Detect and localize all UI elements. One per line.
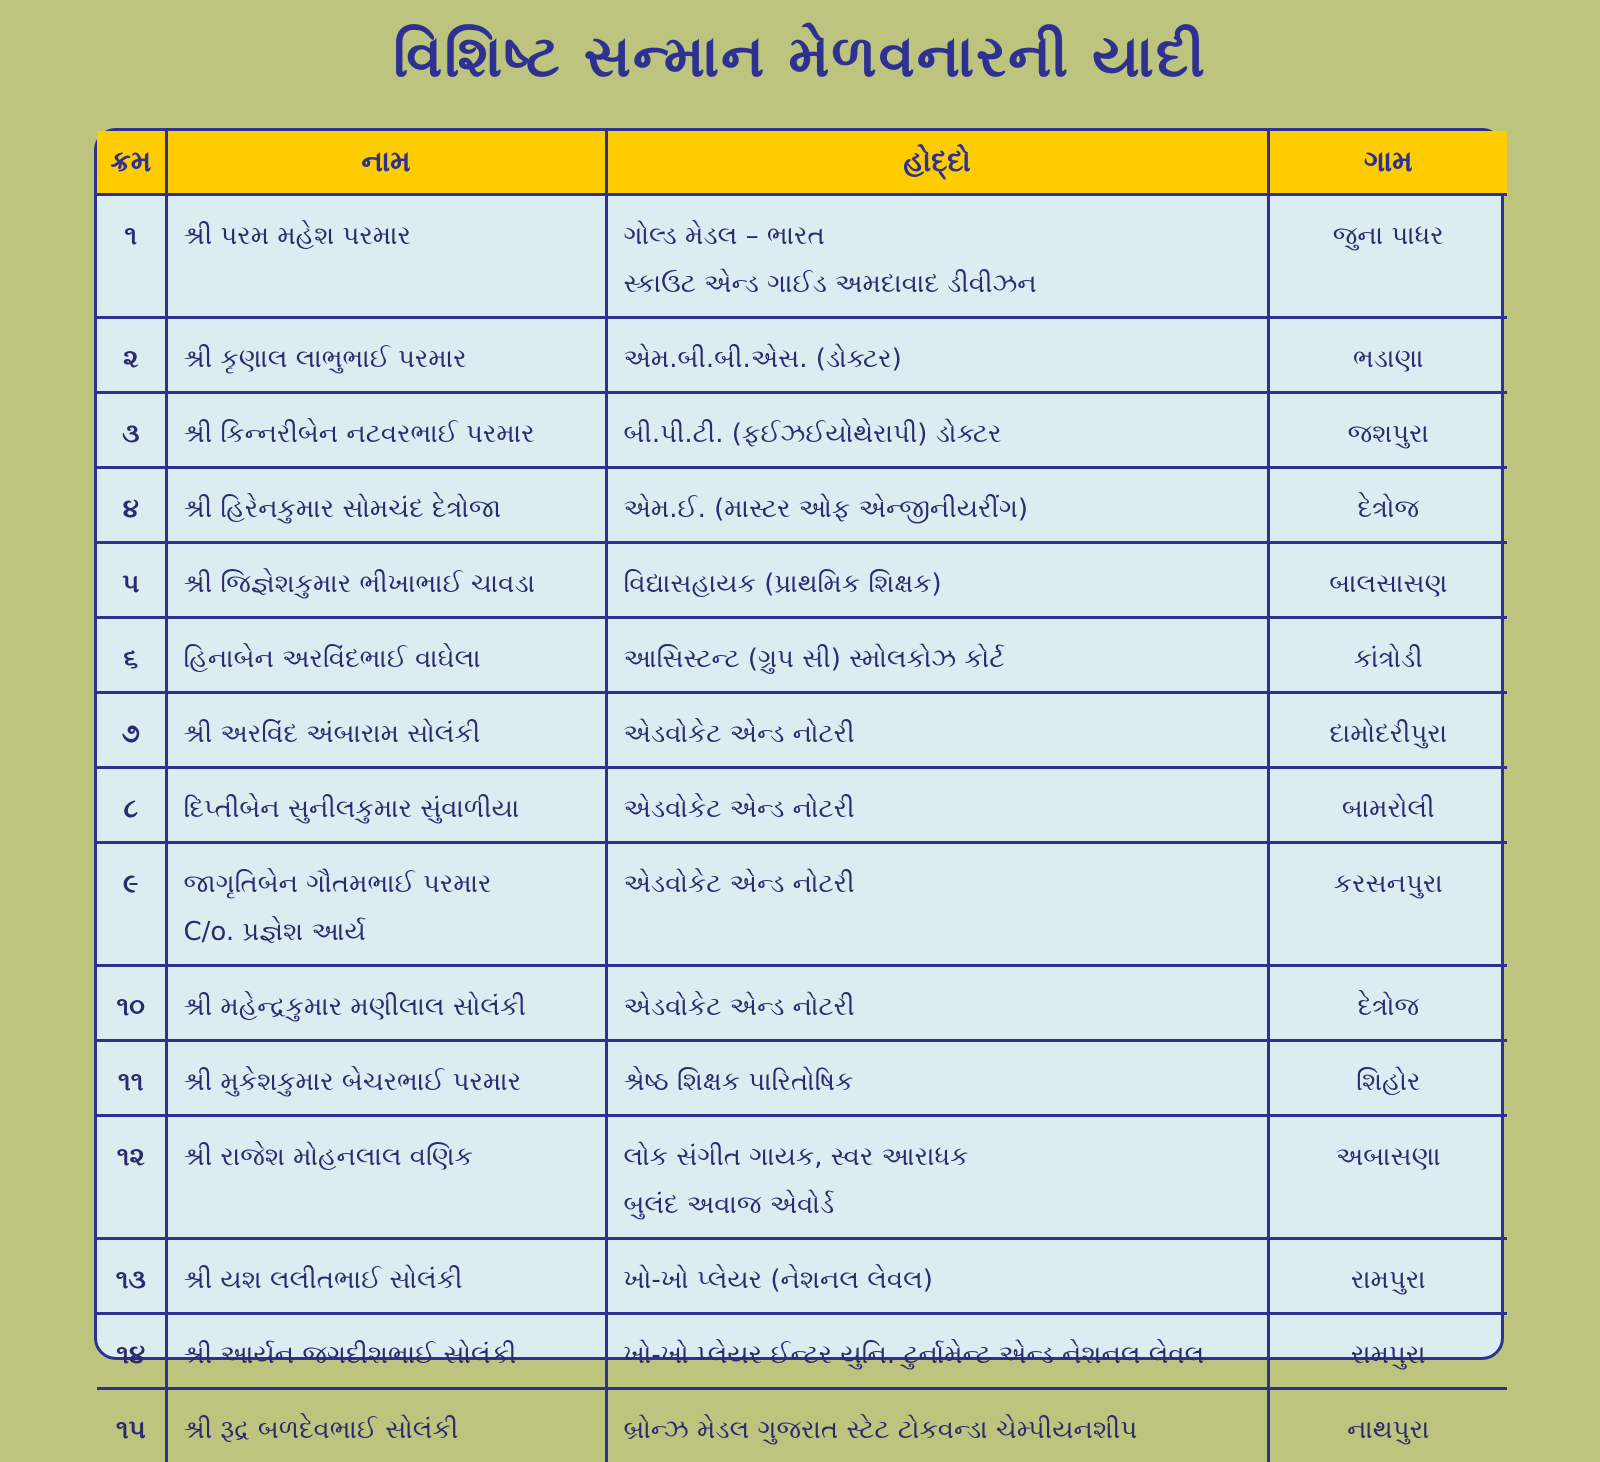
village-cell: રામપુરા: [1268, 1238, 1507, 1313]
serial-number: ૯: [97, 842, 166, 965]
name-cell: [166, 1040, 606, 1115]
village-cell: જશપુરા: [1268, 392, 1507, 467]
post-cell: [606, 392, 1268, 467]
name-line: શ્રી રૂદ્ર બળદેવભાઈ સોલંકી: [183, 1414, 459, 1445]
header-serial: ક્રમ: [97, 131, 166, 194]
post-line: એડવોકેટ એન્ડ નોટરી: [623, 718, 855, 749]
name-cell: [166, 617, 606, 692]
name-cell: [166, 317, 606, 392]
post-cell: [606, 1313, 1268, 1388]
table-row: [97, 617, 1507, 692]
table-row: [97, 692, 1507, 767]
serial-number: ૧૧: [97, 1040, 166, 1115]
post-cell: [606, 194, 1268, 317]
post-cell: [606, 1040, 1268, 1115]
village-cell: બાલસાસણ: [1268, 542, 1507, 617]
name-cell: [166, 194, 606, 317]
name-line: શ્રી યશ લલીતભાઈ સોલંકી: [183, 1264, 463, 1295]
serial-number: ૭: [97, 692, 166, 767]
name-cell: [166, 1313, 606, 1388]
name-line: શ્રી મુકેશકુમાર બેચરભાઈ પરમાર: [183, 1066, 522, 1097]
serial-number: ૫: [97, 542, 166, 617]
post-line: બી.પી.ટી. (ફઈઝઈયોથેરાપી) ડોક્ટર: [623, 418, 1002, 449]
name-cell: [166, 767, 606, 842]
name-cell: [166, 1115, 606, 1238]
post-line: એડવોકેટ એન્ડ નોટરી: [623, 991, 855, 1022]
table-row: [97, 842, 1507, 965]
post-cell: [606, 467, 1268, 542]
header-village: ગામ: [1268, 131, 1507, 194]
post-line: એમ.ઈ. (માસ્ટર ઓફ એન્જીનીયરીંગ): [623, 493, 1029, 524]
name-line: શ્રી કૃણાલ લાભુભાઈ પરમાર: [183, 343, 467, 374]
serial-number: ૪: [97, 467, 166, 542]
serial-number: ૮: [97, 767, 166, 842]
name-line: શ્રી અરવિંદ અંબારામ સોલંકી: [183, 718, 481, 749]
post-cell: [606, 542, 1268, 617]
name-line: શ્રી મહેન્દ્રકુમાર મણીલાલ સોલંકી: [183, 991, 526, 1022]
village-cell: કાંત્રોડી: [1268, 617, 1507, 692]
name-line: શ્રી પરમ મહેશ પરમાર: [183, 220, 411, 251]
serial-number: ૧૨: [97, 1115, 166, 1238]
post-line: સ્કાઉટ એન્ડ ગાઈડ અમદાવાદ ડીવીઝન: [623, 268, 1037, 299]
table-row: [97, 317, 1507, 392]
post-cell: [606, 1238, 1268, 1313]
post-line: એમ.બી.બી.એસ. (ડોક્ટર): [623, 343, 902, 374]
serial-number: ૧૪: [97, 1313, 166, 1388]
post-cell: [606, 317, 1268, 392]
header-name: નામ: [166, 131, 606, 194]
name-cell: [166, 467, 606, 542]
table-row: [97, 194, 1507, 317]
village-cell: ભડાણા: [1268, 317, 1507, 392]
post-line: ખો-ખો પ્લેયર ઈન્ટર યુનિ. ટુર્નામેન્ટ એન્ડ નેશનલ લેવલ: [623, 1339, 1205, 1370]
village-cell: અબાસણા: [1268, 1115, 1507, 1238]
table-row: [97, 1238, 1507, 1313]
name-line: શ્રી જિજ્ઞેશકુમાર ભીખાભાઈ ચાવડા: [183, 568, 535, 599]
post-cell: [606, 617, 1268, 692]
village-cell: શિહોર: [1268, 1040, 1507, 1115]
table-body: [97, 194, 1507, 1462]
post-line: એડવોકેટ એન્ડ નોટરી: [623, 868, 855, 899]
name-line: શ્રી હિરેનકુમાર સોમચંદ દેત્રોજા: [183, 493, 502, 524]
table-row: [97, 965, 1507, 1040]
serial-number: ૧૫: [97, 1388, 166, 1462]
name-cell: [166, 1388, 606, 1462]
table-row: [97, 1313, 1507, 1388]
name-line: દિપ્તીબેન સુનીલકુમાર સુંવાળીયા: [183, 793, 520, 824]
honorees-table: [94, 128, 1504, 1445]
post-line: ખો-ખો પ્લેયર (નેશનલ લેવલ): [623, 1264, 933, 1295]
table-row: [97, 392, 1507, 467]
serial-number: ૧૩: [97, 1238, 166, 1313]
serial-number: ૬: [97, 617, 166, 692]
village-cell: દેત્રોજ: [1268, 965, 1507, 1040]
name-cell: [166, 542, 606, 617]
serial-number: ૨: [97, 317, 166, 392]
village-cell: જુના પાધર: [1268, 194, 1507, 317]
name-cell: [166, 392, 606, 467]
post-line: બુલંદ અવાજ એવોર્ડ: [623, 1189, 835, 1220]
post-cell: [606, 692, 1268, 767]
post-cell: [606, 842, 1268, 965]
table-row: [97, 767, 1507, 842]
post-cell: [606, 965, 1268, 1040]
village-cell: બામરોલી: [1268, 767, 1507, 842]
name-cell: [166, 965, 606, 1040]
name-line: શ્રી કિન્નરીબેન નટવરભાઈ પરમાર: [183, 418, 535, 449]
table-row: [97, 1115, 1507, 1238]
post-line: લોક સંગીત ગાયક, સ્વર આરાધક: [623, 1141, 969, 1172]
name-cell: [166, 1238, 606, 1313]
village-cell: દામોદરીપુરા: [1268, 692, 1507, 767]
post-line: વિદ્યાસહાયક (પ્રાથમિક શિક્ષક): [623, 568, 942, 599]
name-cell: [166, 842, 606, 965]
post-line: ગોલ્ડ મેડલ – ભારત: [623, 220, 825, 251]
serial-number: ૧૦: [97, 965, 166, 1040]
post-line: આસિસ્ટન્ટ (ગ્રુપ સી) સ્મોલકોઝ કોર્ટ: [623, 643, 1005, 674]
serial-number: ૩: [97, 392, 166, 467]
name-line: જાગૃતિબેન ગૌતમભાઈ પરમાર: [183, 868, 492, 899]
village-cell: રામપુરા: [1268, 1313, 1507, 1388]
post-line: શ્રેષ્ઠ શિક્ષક પારિતોષિક: [623, 1066, 854, 1097]
serial-number: ૧: [97, 194, 166, 317]
post-cell: [606, 1388, 1268, 1462]
name-cell: [166, 692, 606, 767]
village-cell: નાથપુરા: [1347, 1414, 1430, 1445]
table-row: [97, 542, 1507, 617]
post-line: એડવોકેટ એન્ડ નોટરી: [623, 793, 855, 824]
table-row: [97, 467, 1507, 542]
post-cell: [606, 767, 1268, 842]
name-line: શ્રી આર્યન જગદીશભાઈ સોલંકી: [183, 1339, 517, 1370]
post-cell: [606, 1115, 1268, 1238]
table-header-row: [97, 131, 1507, 194]
post-line: બ્રોન્ઝ મેડલ ગુજરાત સ્ટેટ ટોકવન્ડા ચેમ્પીયનશીપ: [623, 1414, 1138, 1445]
village-cell: કરસનપુરા: [1268, 842, 1507, 965]
table-row: [97, 1040, 1507, 1115]
header-post: હોદ્દો: [606, 131, 1268, 194]
name-line: શ્રી રાજેશ મોહનલાલ વણિક: [183, 1141, 473, 1172]
name-line: હિનાબેન અરવિંદભાઈ વાઘેલા: [183, 643, 481, 674]
name-line: C/o. પ્રજ્ઞેશ આર્ય: [183, 916, 366, 947]
table-row: [97, 1388, 1507, 1462]
page-title: વિશિષ્ટ સન્માન મેળવનારની યાદી: [393, 22, 1207, 90]
village-cell: દેત્રોજ: [1268, 467, 1507, 542]
